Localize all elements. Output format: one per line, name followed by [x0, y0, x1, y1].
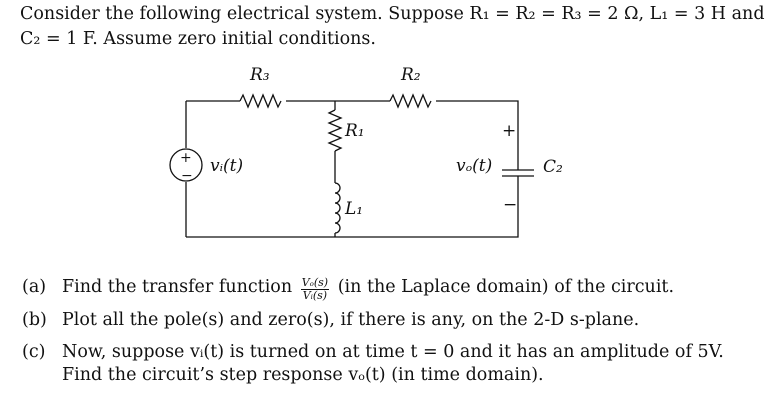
question-b: [22, 309, 640, 332]
question-c-tag: (c): [22, 342, 46, 362]
question-b-tag: (b): [22, 310, 47, 330]
transfer-function-fraction: [301, 277, 329, 302]
question-c-text: Now, suppose vᵢ(t) is turned on at time t = 0 and it has an amplitude of 5V. Find the circuit’s step response vₒ(t) (in time domain).: [62, 342, 724, 385]
question-a: [22, 276, 675, 302]
label-vi: vᵢ(t): [210, 156, 244, 176]
label-r2: R₂: [401, 65, 421, 85]
label-r3: R₃: [250, 65, 270, 85]
resistor-r2: [390, 95, 431, 107]
question-a-post: (in the Laplace domain) of the circuit.: [337, 277, 675, 297]
label-r1: R₁: [345, 121, 365, 141]
question-c: [22, 341, 724, 385]
question-a-pre: Find the transfer function: [62, 277, 293, 297]
question-a-tag: (a): [22, 277, 47, 297]
label-vo-plus: +: [502, 121, 517, 141]
label-l1: L₁: [345, 199, 364, 219]
resistor-r3: [240, 95, 281, 107]
label-source-minus: −: [181, 168, 193, 184]
question-b-text: Plot all the pole(s) and zero(s), if there is any, on the 2-D s-plane.: [62, 310, 640, 330]
label-c2: C₂: [543, 157, 563, 177]
fraction-denominator: Vᵢ(s): [302, 289, 328, 302]
label-vo: vₒ(t): [456, 156, 493, 176]
label-vo-minus: −: [503, 195, 518, 215]
fraction-numerator: Vₒ(s): [301, 276, 329, 289]
problem-statement: Consider the following electrical system. Suppose R₁ = R₂ = R₃ = 2 Ω, L₁ = 3 H and C₂ = 1 F. Assume zero initial conditions.: [20, 4, 765, 49]
label-source-plus: +: [180, 150, 192, 166]
inductor-l1: [335, 183, 340, 233]
resistor-r1: [329, 110, 341, 151]
